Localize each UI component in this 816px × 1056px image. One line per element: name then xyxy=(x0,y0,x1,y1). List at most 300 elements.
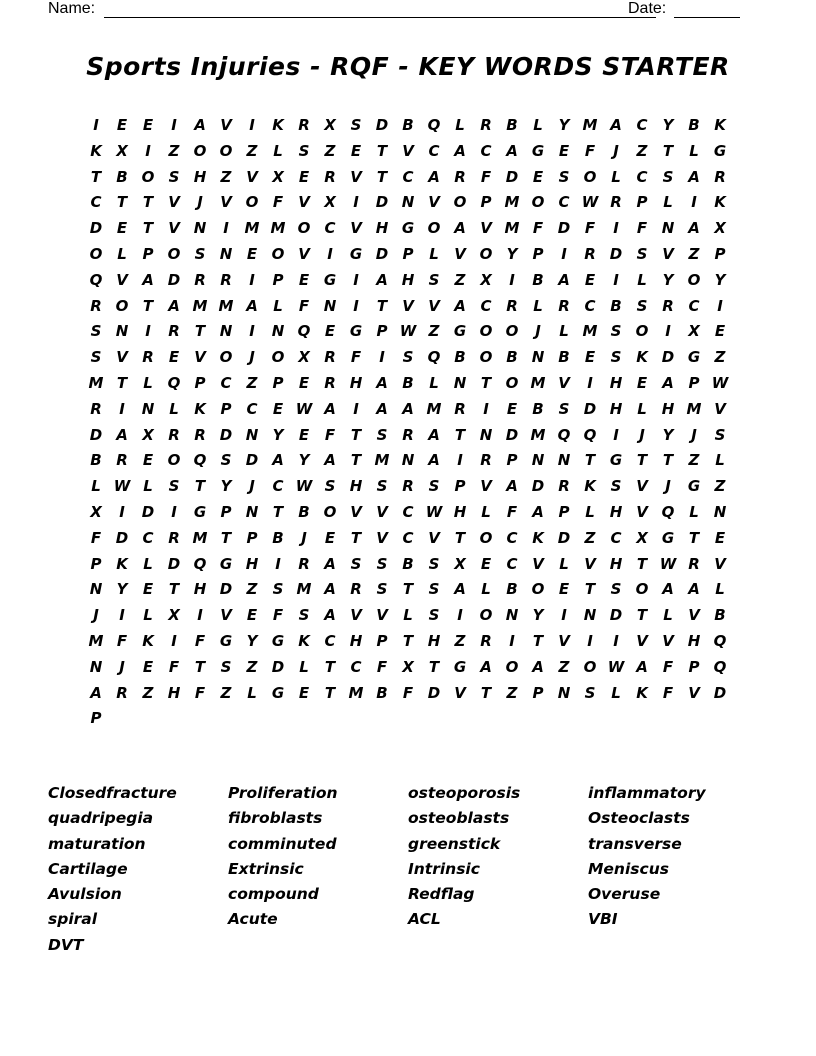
grid-letter[interactable]: V xyxy=(428,193,440,212)
grid-letter[interactable]: Q xyxy=(557,425,571,444)
grid-letter[interactable]: S xyxy=(636,296,648,315)
grid-letter[interactable]: N xyxy=(89,580,103,599)
grid-letter[interactable]: P xyxy=(376,631,388,650)
grid-letter[interactable]: V xyxy=(402,296,414,315)
grid-letter[interactable]: Q xyxy=(89,270,103,289)
grid-letter[interactable]: B xyxy=(688,116,700,134)
grid-letter[interactable]: F xyxy=(402,683,414,702)
grid-letter[interactable]: I xyxy=(119,606,125,625)
grid-letter[interactable]: K xyxy=(272,116,284,134)
grid-letter[interactable]: V xyxy=(220,606,232,625)
grid-letter[interactable]: W xyxy=(607,657,625,676)
grid-letter[interactable]: V xyxy=(350,219,362,238)
grid-letter[interactable]: G xyxy=(453,322,467,341)
grid-letter[interactable]: E xyxy=(142,580,154,599)
grid-letter[interactable]: P xyxy=(90,709,102,728)
grid-letter[interactable]: H xyxy=(609,502,623,521)
grid-letter[interactable]: F xyxy=(298,296,310,315)
grid-letter[interactable]: Z xyxy=(558,657,570,676)
grid-letter[interactable]: X xyxy=(714,219,726,238)
grid-letter[interactable]: G xyxy=(271,631,285,650)
grid-letter[interactable]: S xyxy=(428,606,440,625)
grid-letter[interactable]: S xyxy=(428,477,440,496)
grid-letter[interactable]: C xyxy=(636,167,648,186)
grid-letter[interactable]: S xyxy=(428,580,440,599)
grid-letter[interactable]: T xyxy=(662,451,674,470)
grid-letter[interactable]: Q xyxy=(583,425,597,444)
grid-letter[interactable]: C xyxy=(506,554,518,573)
grid-letter[interactable]: V xyxy=(220,116,232,134)
grid-letter[interactable]: M xyxy=(374,451,390,470)
grid-letter[interactable]: F xyxy=(350,348,362,367)
grid-letter[interactable]: O xyxy=(583,167,597,186)
grid-letter[interactable]: N xyxy=(557,451,571,470)
grid-letter[interactable]: L xyxy=(299,657,309,676)
grid-letter[interactable]: O xyxy=(219,348,233,367)
grid-letter[interactable]: Z xyxy=(714,477,726,496)
grid-letter[interactable]: I xyxy=(691,193,697,212)
grid-letter[interactable]: B xyxy=(506,348,518,367)
grid-letter[interactable]: L xyxy=(715,451,725,470)
grid-letter[interactable]: X xyxy=(324,193,336,212)
grid-letter[interactable]: T xyxy=(90,167,102,186)
grid-letter[interactable]: T xyxy=(376,141,388,160)
grid-letter[interactable]: R xyxy=(168,322,180,341)
grid-letter[interactable]: N xyxy=(323,296,337,315)
grid-letter[interactable]: K xyxy=(90,141,102,160)
grid-letter[interactable]: T xyxy=(168,580,180,599)
grid-letter[interactable]: J xyxy=(249,348,255,367)
grid-letter[interactable]: A xyxy=(636,657,648,676)
grid-letter[interactable]: I xyxy=(249,270,255,289)
grid-letter[interactable]: A xyxy=(480,657,492,676)
grid-letter[interactable]: Y xyxy=(662,270,674,289)
grid-letter[interactable]: H xyxy=(427,631,441,650)
grid-letter[interactable]: B xyxy=(116,167,128,186)
grid-letter[interactable]: P xyxy=(506,451,518,470)
grid-letter[interactable]: T xyxy=(636,554,648,573)
grid-letter[interactable]: L xyxy=(715,580,725,599)
grid-letter[interactable]: I xyxy=(483,399,489,418)
grid-letter[interactable]: S xyxy=(194,244,206,263)
grid-letter[interactable]: B xyxy=(610,296,622,315)
grid-letter[interactable]: Q xyxy=(193,451,207,470)
grid-letter[interactable]: M xyxy=(270,219,286,238)
grid-letter[interactable]: D xyxy=(505,425,519,444)
grid-letter[interactable]: B xyxy=(298,502,310,521)
grid-letter[interactable]: T xyxy=(402,580,414,599)
grid-letter[interactable]: D xyxy=(375,116,389,134)
grid-letter[interactable]: C xyxy=(272,477,284,496)
grid-letter[interactable]: E xyxy=(350,141,362,160)
grid-letter[interactable]: F xyxy=(90,528,102,547)
grid-letter[interactable]: J xyxy=(249,477,255,496)
grid-letter[interactable]: P xyxy=(714,244,726,263)
grid-letter[interactable]: O xyxy=(89,244,103,263)
grid-letter[interactable]: A xyxy=(272,451,284,470)
grid-letter[interactable]: V xyxy=(688,683,700,702)
grid-letter[interactable]: G xyxy=(713,141,727,160)
grid-letter[interactable]: C xyxy=(402,502,414,521)
grid-letter[interactable]: R xyxy=(90,296,102,315)
grid-letter[interactable]: L xyxy=(143,477,153,496)
grid-letter[interactable]: Q xyxy=(427,116,441,134)
name-field-line[interactable] xyxy=(104,17,656,18)
grid-letter[interactable]: D xyxy=(271,657,285,676)
grid-letter[interactable]: R xyxy=(558,296,570,315)
grid-letter[interactable]: B xyxy=(90,451,102,470)
grid-letter[interactable]: S xyxy=(298,141,310,160)
grid-letter[interactable]: S xyxy=(90,322,102,341)
grid-letter[interactable]: K xyxy=(584,477,596,496)
grid-letter[interactable]: G xyxy=(609,451,623,470)
grid-letter[interactable]: I xyxy=(249,116,255,134)
grid-letter[interactable]: D xyxy=(219,580,233,599)
grid-letter[interactable]: P xyxy=(194,373,206,392)
grid-letter[interactable]: I xyxy=(509,270,515,289)
grid-letter[interactable]: N xyxy=(661,219,675,238)
grid-letter[interactable]: I xyxy=(275,554,281,573)
grid-letter[interactable]: I xyxy=(561,606,567,625)
grid-letter[interactable]: R xyxy=(324,167,336,186)
grid-letter[interactable]: V xyxy=(636,502,648,521)
grid-letter[interactable]: G xyxy=(687,348,701,367)
grid-letter[interactable]: J xyxy=(665,477,671,496)
grid-letter[interactable]: G xyxy=(219,554,233,573)
grid-letter[interactable]: D xyxy=(89,219,103,238)
grid-letter[interactable]: C xyxy=(324,219,336,238)
grid-letter[interactable]: A xyxy=(428,425,440,444)
grid-letter[interactable]: Q xyxy=(713,631,727,650)
grid-letter[interactable]: O xyxy=(505,373,519,392)
grid-letter[interactable]: Z xyxy=(246,373,258,392)
grid-letter[interactable]: Y xyxy=(220,477,232,496)
grid-letter[interactable]: L xyxy=(455,116,465,134)
grid-letter[interactable]: C xyxy=(90,193,102,212)
grid-letter[interactable]: V xyxy=(688,606,700,625)
grid-letter[interactable]: P xyxy=(272,270,284,289)
grid-letter[interactable]: B xyxy=(714,606,726,625)
grid-letter[interactable]: G xyxy=(661,528,675,547)
grid-letter[interactable]: A xyxy=(662,373,674,392)
grid-letter[interactable]: Y xyxy=(298,451,310,470)
grid-letter[interactable]: I xyxy=(613,425,619,444)
grid-letter[interactable]: A xyxy=(376,373,388,392)
grid-letter[interactable]: I xyxy=(119,399,125,418)
grid-letter[interactable]: O xyxy=(193,141,207,160)
grid-letter[interactable]: S xyxy=(558,167,570,186)
grid-letter[interactable]: J xyxy=(691,425,697,444)
grid-letter[interactable]: E xyxy=(480,554,492,573)
grid-letter[interactable]: O xyxy=(479,606,493,625)
grid-letter[interactable]: Q xyxy=(661,502,675,521)
grid-letter[interactable]: T xyxy=(272,502,284,521)
grid-letter[interactable]: E xyxy=(506,399,518,418)
grid-letter[interactable]: Y xyxy=(272,425,284,444)
grid-letter[interactable]: E xyxy=(142,451,154,470)
grid-letter[interactable]: S xyxy=(610,477,622,496)
grid-letter[interactable]: Y xyxy=(714,270,726,289)
grid-letter[interactable]: Z xyxy=(714,348,726,367)
grid-letter[interactable]: C xyxy=(428,141,440,160)
grid-letter[interactable]: E xyxy=(298,270,310,289)
grid-letter[interactable]: X xyxy=(324,116,336,134)
grid-letter[interactable]: T xyxy=(636,606,648,625)
grid-letter[interactable]: A xyxy=(454,219,466,238)
grid-letter[interactable]: P xyxy=(220,502,232,521)
grid-letter[interactable]: A xyxy=(116,425,128,444)
grid-letter[interactable]: C xyxy=(506,528,518,547)
grid-letter[interactable]: A xyxy=(324,580,336,599)
grid-letter[interactable]: R xyxy=(298,116,310,134)
grid-letter[interactable]: I xyxy=(119,502,125,521)
grid-letter[interactable]: M xyxy=(192,528,208,547)
grid-letter[interactable]: P xyxy=(454,477,466,496)
grid-letter[interactable]: V xyxy=(428,296,440,315)
grid-letter[interactable]: I xyxy=(665,322,671,341)
grid-letter[interactable]: P xyxy=(558,502,570,521)
grid-letter[interactable]: C xyxy=(688,296,700,315)
grid-letter[interactable]: F xyxy=(662,657,674,676)
grid-letter[interactable]: E xyxy=(298,373,310,392)
grid-letter[interactable]: I xyxy=(93,116,99,134)
grid-letter[interactable]: I xyxy=(613,270,619,289)
grid-letter[interactable]: D xyxy=(167,270,181,289)
grid-letter[interactable]: Z xyxy=(220,683,232,702)
grid-letter[interactable]: S xyxy=(168,477,180,496)
grid-letter[interactable]: L xyxy=(143,606,153,625)
grid-letter[interactable]: L xyxy=(637,399,647,418)
grid-letter[interactable]: K xyxy=(636,683,648,702)
grid-letter[interactable]: C xyxy=(610,528,622,547)
grid-letter[interactable]: X xyxy=(298,348,310,367)
grid-letter[interactable]: P xyxy=(636,193,648,212)
grid-letter[interactable]: R xyxy=(90,399,102,418)
grid-letter[interactable]: R xyxy=(194,270,206,289)
grid-letter[interactable]: E xyxy=(636,373,648,392)
grid-letter[interactable]: S xyxy=(558,399,570,418)
grid-letter[interactable]: K xyxy=(142,631,154,650)
grid-letter[interactable]: T xyxy=(636,451,648,470)
grid-letter[interactable]: N xyxy=(557,683,571,702)
grid-letter[interactable]: D xyxy=(89,425,103,444)
grid-letter[interactable]: Q xyxy=(167,373,181,392)
grid-letter[interactable]: R xyxy=(116,451,128,470)
grid-letter[interactable]: R xyxy=(480,451,492,470)
grid-letter[interactable]: N xyxy=(479,425,493,444)
grid-letter[interactable]: Y xyxy=(662,116,674,134)
grid-letter[interactable]: S xyxy=(376,580,388,599)
grid-letter[interactable]: V xyxy=(454,683,466,702)
grid-letter[interactable]: I xyxy=(171,502,177,521)
grid-letter[interactable]: L xyxy=(611,683,621,702)
grid-letter[interactable]: L xyxy=(403,606,413,625)
grid-letter[interactable]: A xyxy=(662,580,674,599)
grid-letter[interactable]: K xyxy=(194,399,206,418)
grid-letter[interactable]: R xyxy=(662,296,674,315)
grid-letter[interactable]: T xyxy=(584,451,596,470)
grid-letter[interactable]: E xyxy=(532,167,544,186)
grid-letter[interactable]: G xyxy=(687,477,701,496)
grid-letter[interactable]: P xyxy=(376,322,388,341)
grid-letter[interactable]: Z xyxy=(454,270,466,289)
grid-letter[interactable]: A xyxy=(532,657,544,676)
grid-letter[interactable]: L xyxy=(585,502,595,521)
grid-letter[interactable]: I xyxy=(717,296,723,315)
grid-letter[interactable]: I xyxy=(171,116,177,134)
grid-letter[interactable]: F xyxy=(662,683,674,702)
grid-letter[interactable]: A xyxy=(194,116,206,134)
grid-letter[interactable]: V xyxy=(246,167,258,186)
grid-letter[interactable]: W xyxy=(295,399,313,418)
grid-letter[interactable]: T xyxy=(194,322,206,341)
grid-letter[interactable]: G xyxy=(349,322,363,341)
grid-letter[interactable]: V xyxy=(480,477,492,496)
grid-letter[interactable]: A xyxy=(454,296,466,315)
grid-letter[interactable]: G xyxy=(323,270,337,289)
grid-letter[interactable]: G xyxy=(349,244,363,263)
grid-letter[interactable]: I xyxy=(327,244,333,263)
grid-letter[interactable]: P xyxy=(272,373,284,392)
grid-letter[interactable]: B xyxy=(506,580,518,599)
grid-letter[interactable]: F xyxy=(584,219,596,238)
grid-letter[interactable]: R xyxy=(402,425,414,444)
grid-letter[interactable]: R xyxy=(142,348,154,367)
grid-letter[interactable]: L xyxy=(273,141,283,160)
grid-letter[interactable]: E xyxy=(714,528,726,547)
grid-letter[interactable]: V xyxy=(532,554,544,573)
grid-letter[interactable]: P xyxy=(246,528,258,547)
grid-letter[interactable]: S xyxy=(714,425,726,444)
grid-letter[interactable]: N xyxy=(115,322,129,341)
grid-letter[interactable]: V xyxy=(350,502,362,521)
grid-letter[interactable]: D xyxy=(609,244,623,263)
grid-letter[interactable]: A xyxy=(454,580,466,599)
grid-letter[interactable]: T xyxy=(402,631,414,650)
grid-letter[interactable]: X xyxy=(116,141,128,160)
grid-letter[interactable]: T xyxy=(376,167,388,186)
grid-letter[interactable]: L xyxy=(663,606,673,625)
grid-letter[interactable]: S xyxy=(376,554,388,573)
grid-letter[interactable]: G xyxy=(219,631,233,650)
grid-letter[interactable]: N xyxy=(245,425,259,444)
grid-letter[interactable]: E xyxy=(324,528,336,547)
grid-letter[interactable]: Z xyxy=(246,580,258,599)
grid-letter[interactable]: A xyxy=(324,399,336,418)
grid-letter[interactable]: M xyxy=(426,399,442,418)
grid-letter[interactable]: A xyxy=(168,296,180,315)
grid-letter[interactable]: V xyxy=(298,193,310,212)
grid-letter[interactable]: R xyxy=(610,193,622,212)
grid-letter[interactable]: O xyxy=(479,348,493,367)
grid-letter[interactable]: O xyxy=(167,451,181,470)
grid-letter[interactable]: L xyxy=(481,502,491,521)
grid-letter[interactable]: A xyxy=(454,141,466,160)
grid-letter[interactable]: Q xyxy=(713,657,727,676)
grid-letter[interactable]: R xyxy=(506,296,518,315)
grid-letter[interactable]: P xyxy=(480,193,492,212)
grid-letter[interactable]: Z xyxy=(246,141,258,160)
grid-letter[interactable]: X xyxy=(688,322,700,341)
grid-letter[interactable]: J xyxy=(613,141,619,160)
grid-letter[interactable]: O xyxy=(505,657,519,676)
grid-letter[interactable]: V xyxy=(584,554,596,573)
grid-letter[interactable]: Z xyxy=(246,657,258,676)
grid-letter[interactable]: M xyxy=(582,322,598,341)
grid-letter[interactable]: I xyxy=(613,219,619,238)
grid-letter[interactable]: O xyxy=(505,322,519,341)
grid-letter[interactable]: X xyxy=(636,528,648,547)
grid-letter[interactable]: L xyxy=(689,141,699,160)
grid-letter[interactable]: E xyxy=(584,270,596,289)
grid-letter[interactable]: N xyxy=(401,193,415,212)
grid-letter[interactable]: H xyxy=(349,631,363,650)
grid-letter[interactable]: I xyxy=(561,244,567,263)
grid-letter[interactable]: O xyxy=(271,348,285,367)
grid-letter[interactable]: X xyxy=(90,502,102,521)
grid-letter[interactable]: S xyxy=(636,244,648,263)
grid-letter[interactable]: T xyxy=(350,528,362,547)
grid-letter[interactable]: X xyxy=(168,606,180,625)
grid-letter[interactable]: V xyxy=(428,528,440,547)
grid-letter[interactable]: Y xyxy=(246,631,258,650)
grid-letter[interactable]: T xyxy=(350,425,362,444)
grid-letter[interactable]: F xyxy=(324,425,336,444)
grid-letter[interactable]: A xyxy=(90,683,102,702)
grid-letter[interactable]: T xyxy=(194,477,206,496)
grid-letter[interactable]: Z xyxy=(506,683,518,702)
grid-letter[interactable]: V xyxy=(376,528,388,547)
grid-letter[interactable]: A xyxy=(246,296,258,315)
grid-letter[interactable]: K xyxy=(532,528,544,547)
grid-letter[interactable]: R xyxy=(194,425,206,444)
grid-letter[interactable]: V xyxy=(168,193,180,212)
grid-letter[interactable]: I xyxy=(171,631,177,650)
grid-letter[interactable]: N xyxy=(401,451,415,470)
grid-letter[interactable]: N xyxy=(89,657,103,676)
grid-letter[interactable]: F xyxy=(506,502,518,521)
grid-letter[interactable]: I xyxy=(223,219,229,238)
grid-letter[interactable]: I xyxy=(509,631,515,650)
grid-letter[interactable]: S xyxy=(376,425,388,444)
grid-letter[interactable]: Z xyxy=(688,244,700,263)
grid-letter[interactable]: V xyxy=(662,631,674,650)
grid-letter[interactable]: B xyxy=(402,554,414,573)
grid-letter[interactable]: K xyxy=(298,631,310,650)
grid-letter[interactable]: Y xyxy=(116,580,128,599)
grid-letter[interactable]: Q xyxy=(427,348,441,367)
grid-letter[interactable]: Z xyxy=(428,322,440,341)
grid-letter[interactable]: T xyxy=(662,141,674,160)
grid-letter[interactable]: S xyxy=(272,580,284,599)
grid-letter[interactable]: E xyxy=(116,219,128,238)
grid-letter[interactable]: S xyxy=(90,348,102,367)
grid-letter[interactable]: R xyxy=(168,528,180,547)
grid-letter[interactable]: D xyxy=(115,528,129,547)
grid-letter[interactable]: H xyxy=(375,219,389,238)
grid-letter[interactable]: R xyxy=(558,477,570,496)
grid-letter[interactable]: S xyxy=(298,606,310,625)
grid-letter[interactable]: V xyxy=(558,373,570,392)
grid-letter[interactable]: I xyxy=(457,606,463,625)
grid-letter[interactable]: V xyxy=(480,219,492,238)
grid-letter[interactable]: Z xyxy=(220,167,232,186)
grid-letter[interactable]: R xyxy=(298,554,310,573)
grid-letter[interactable]: H xyxy=(349,373,363,392)
grid-letter[interactable]: F xyxy=(168,657,180,676)
grid-letter[interactable]: I xyxy=(587,631,593,650)
grid-letter[interactable]: R xyxy=(324,348,336,367)
